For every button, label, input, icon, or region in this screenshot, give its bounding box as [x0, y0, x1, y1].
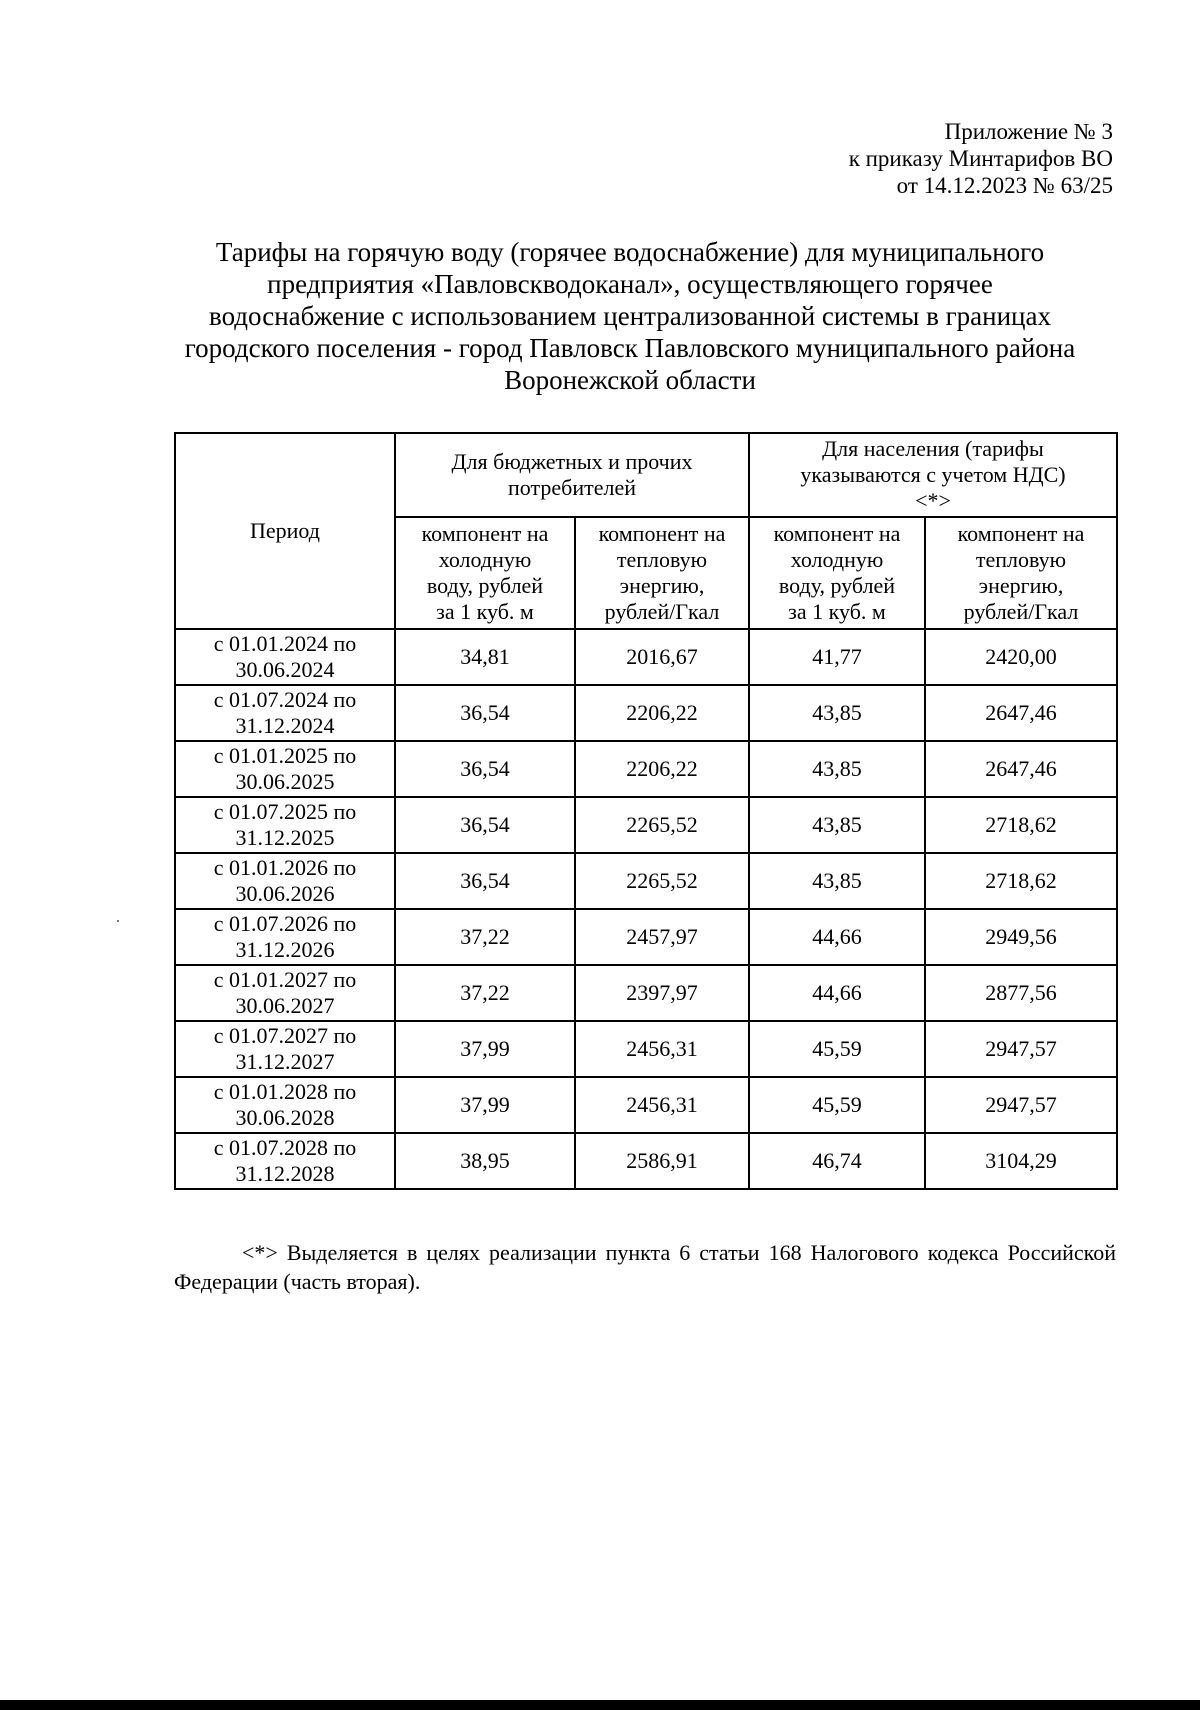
- population-heat-value: 2877,56: [925, 965, 1117, 1021]
- table-row: [175, 1021, 1117, 1077]
- budget-cold-value: 38,95: [395, 1133, 575, 1189]
- budget-heat-value: 2457,97: [575, 909, 749, 965]
- tariff-table: [174, 432, 1118, 1190]
- period-end: 30.06.2028: [235, 1105, 335, 1130]
- population-heat-value: 2420,00: [925, 629, 1117, 685]
- header-line: энергию,: [619, 573, 705, 598]
- header-line: энергию,: [978, 573, 1064, 598]
- budget-cold-value: 34,81: [395, 629, 575, 685]
- header-line: холодную: [438, 547, 532, 572]
- period-cell: [175, 965, 395, 1021]
- period-cell: [175, 909, 395, 965]
- appendix-order-date: от 14.12.2023 № 63/25: [896, 173, 1113, 198]
- table-row: [175, 1133, 1117, 1189]
- population-heat-value: 2947,57: [925, 1077, 1117, 1133]
- population-cold-value: 44,66: [749, 909, 925, 965]
- period-cell: [175, 685, 395, 741]
- budget-cold-value: 36,54: [395, 685, 575, 741]
- budget-heat-value: 2265,52: [575, 853, 749, 909]
- period-end: 30.06.2025: [235, 769, 335, 794]
- budget-group-header: Для бюджетных и прочих потребителей: [395, 433, 749, 517]
- period-start: с 01.07.2027 по: [213, 1023, 357, 1048]
- period-cell: [175, 1133, 395, 1189]
- title-line: предприятия «Павловскводоканал», осуществляющего горячее: [267, 269, 993, 299]
- header-line: рублей/Гкал: [963, 599, 1079, 624]
- population-cold-value: 43,85: [749, 741, 925, 797]
- period-end: 30.06.2027: [235, 993, 335, 1018]
- title-line: водоснабжение с использованием централизованной системы в границах: [209, 301, 1051, 331]
- population-cold-value: 44,66: [749, 965, 925, 1021]
- budget-cold-water-header: [395, 517, 575, 629]
- title-line: Тарифы на горячую воду (горячее водоснабжение) для муниципального: [215, 237, 1045, 267]
- period-end: 31.12.2027: [235, 1049, 335, 1074]
- population-heat-value: 2947,57: [925, 1021, 1117, 1077]
- population-cold-value: 45,59: [749, 1077, 925, 1133]
- period-cell: [175, 1021, 395, 1077]
- header-line: рублей/Гкал: [604, 599, 720, 624]
- vat-footnote: <*> Выделяется в целях реализации пункта 6 статьи 168 Налогового кодекса Российской Федерации (часть вторая).: [174, 1240, 1116, 1294]
- population-header-line: Для населения (тарифы: [822, 436, 1044, 461]
- population-header-line: <*>: [915, 488, 951, 513]
- population-heat-value: 2647,46: [925, 685, 1117, 741]
- period-end: 30.06.2026: [235, 881, 335, 906]
- period-end: 31.12.2025: [235, 825, 335, 850]
- header-line: компонент на: [773, 521, 901, 546]
- header-line: воду, рублей: [778, 573, 896, 598]
- population-cold-value: 43,85: [749, 685, 925, 741]
- table-row: [175, 741, 1117, 797]
- table-row: [175, 909, 1117, 965]
- budget-heat-value: 2456,31: [575, 1021, 749, 1077]
- budget-cold-value: 36,54: [395, 797, 575, 853]
- period-end: 31.12.2028: [235, 1161, 335, 1186]
- header-line: за 1 куб. м: [436, 599, 534, 624]
- budget-heat-value: 2265,52: [575, 797, 749, 853]
- period-end: 31.12.2026: [235, 937, 335, 962]
- budget-heat-value: 2206,22: [575, 685, 749, 741]
- population-header-line: указываются с учетом НДС): [800, 462, 1066, 487]
- scan-artifact: [117, 920, 119, 922]
- period-start: с 01.07.2028 по: [213, 1135, 357, 1160]
- period-cell: [175, 629, 395, 685]
- population-cold-water-header: [749, 517, 925, 629]
- header-line: компонент на: [957, 521, 1085, 546]
- period-start: с 01.01.2026 по: [213, 855, 357, 880]
- header-line: тепловую: [616, 547, 708, 572]
- budget-cold-value: 37,22: [395, 909, 575, 965]
- header-line: за 1 куб. м: [788, 599, 886, 624]
- population-cold-value: 46,74: [749, 1133, 925, 1189]
- population-cold-value: 43,85: [749, 797, 925, 853]
- period-header: Период: [175, 433, 395, 629]
- population-heat-value: 2647,46: [925, 741, 1117, 797]
- appendix-number: Приложение № 3: [944, 119, 1113, 144]
- period-start: с 01.07.2025 по: [213, 799, 357, 824]
- table-row: [175, 685, 1117, 741]
- budget-cold-value: 36,54: [395, 741, 575, 797]
- budget-cold-value: 37,99: [395, 1077, 575, 1133]
- budget-heat-value: 2586,91: [575, 1133, 749, 1189]
- budget-heat-value: 2456,31: [575, 1077, 749, 1133]
- period-cell: [175, 1077, 395, 1133]
- title-line: Воронежской области: [504, 365, 756, 395]
- population-cold-value: 45,59: [749, 1021, 925, 1077]
- period-start: с 01.01.2027 по: [213, 967, 357, 992]
- period-start: с 01.01.2025 по: [213, 743, 357, 768]
- population-heat-value: 2949,56: [925, 909, 1117, 965]
- title-line: городского поселения - город Павловск Павловского муниципального района: [184, 333, 1076, 363]
- population-heat-value: 2718,62: [925, 853, 1117, 909]
- table-row: [175, 797, 1117, 853]
- period-cell: [175, 741, 395, 797]
- period-start: с 01.01.2028 по: [213, 1079, 357, 1104]
- population-heat-value: 2718,62: [925, 797, 1117, 853]
- header-line: компонент на: [598, 521, 726, 546]
- budget-cold-value: 37,22: [395, 965, 575, 1021]
- header-line: воду, рублей: [426, 573, 544, 598]
- population-group-header: [749, 433, 1117, 517]
- table-row: [175, 629, 1117, 685]
- table-row: [175, 853, 1117, 909]
- budget-heat-value: 2206,22: [575, 741, 749, 797]
- period-cell: [175, 797, 395, 853]
- period-start: с 01.07.2026 по: [213, 911, 357, 936]
- header-line: холодную: [790, 547, 884, 572]
- period-end: 31.12.2024: [235, 713, 335, 738]
- header-line: тепловую: [975, 547, 1067, 572]
- period-start: с 01.07.2024 по: [213, 687, 357, 712]
- appendix-header: [849, 118, 1113, 199]
- budget-heat-value: 2016,67: [575, 629, 749, 685]
- budget-cold-value: 37,99: [395, 1021, 575, 1077]
- table-row: [175, 965, 1117, 1021]
- budget-heat-value: 2397,97: [575, 965, 749, 1021]
- header-line: компонент на: [421, 521, 549, 546]
- population-heat-value: 3104,29: [925, 1133, 1117, 1189]
- period-cell: [175, 853, 395, 909]
- appendix-order-ref: к приказу Минтарифов ВО: [848, 146, 1113, 171]
- table-header-row: [175, 433, 1117, 517]
- population-heat-header: [925, 517, 1117, 629]
- population-cold-value: 41,77: [749, 629, 925, 685]
- period-end: 30.06.2024: [235, 657, 335, 682]
- table-row: [175, 1077, 1117, 1133]
- period-start: с 01.01.2024 по: [213, 631, 357, 656]
- population-cold-value: 43,85: [749, 853, 925, 909]
- page-bottom-edge: [0, 1700, 1200, 1710]
- budget-cold-value: 36,54: [395, 853, 575, 909]
- document-title: [150, 236, 1110, 396]
- budget-heat-header: [575, 517, 749, 629]
